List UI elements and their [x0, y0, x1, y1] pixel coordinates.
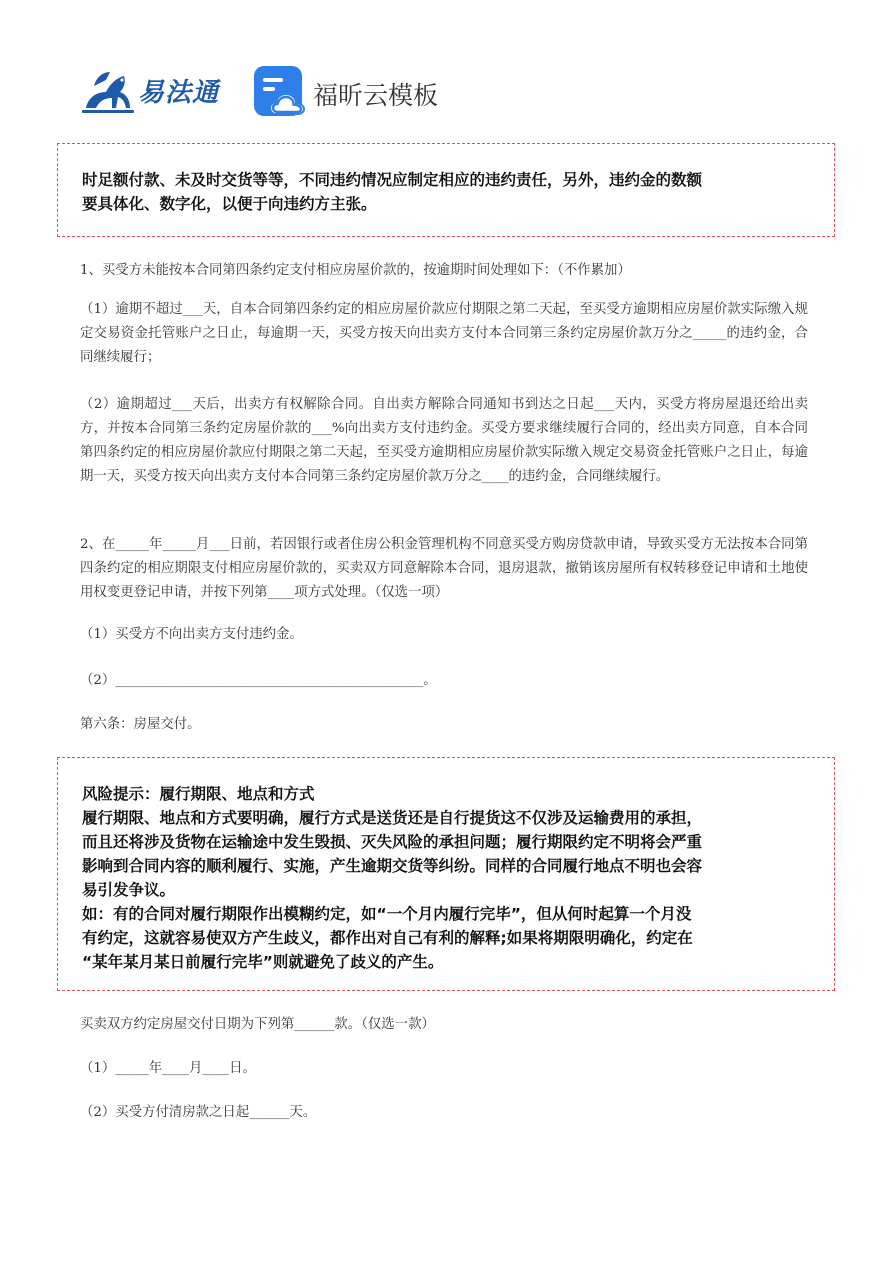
logo-foxit-template-text: 福昕云模板: [313, 81, 439, 110]
clause-2-item-2: （2）______________________________________________。: [80, 673, 437, 688]
risk-note-line: 风险提示：履行期限、地点和方式: [82, 785, 315, 803]
delivery-date-option-2: （2）买受方付清房款之日起______天。: [80, 1105, 317, 1120]
header: [80, 60, 780, 126]
risk-note-line: 时足额付款、未及时交货等等，不同违约情况应制定相应的违约责任，另外，违约金的数额: [82, 171, 703, 189]
risk-note-box-1: [57, 143, 835, 237]
risk-note-line: 影响到合同内容的顺利履行、实施，产生逾期交货等纠纷。同样的合同履行地点不明也会容: [82, 857, 703, 875]
delivery-date-intro: 买卖双方约定房屋交付日期为下列第______款。（仅选一款）: [80, 1017, 435, 1032]
risk-note-line: 而且还将涉及货物在运输途中发生毁损、灭失风险的承担问题；履行期限约定不明将会严重: [82, 833, 703, 851]
clause-2: 2、在_____年_____月___日前，若因银行或者住房公积金管理机构不同意买受方购房贷款申请，导致买受方无法按本合同第四条约定的相应期限支付相应房屋价款的，买卖双方同意解除本合同，退房退款，撤销该房屋所有权转移登记申请和土地使用权变更登记申请，并按下列第____项方式处理。（仅选一项）: [80, 537, 808, 600]
risk-note-line: 如：有的合同对履行期限作出模糊约定，如“一个月内履行完毕”，但从何时起算一个月没: [82, 905, 692, 923]
clause-2-item-1: （1）买受方不向出卖方支付违约金。: [80, 627, 303, 642]
risk-note-line: “某年某月某日前履行完毕”则就避免了歧义的产生。: [82, 953, 444, 971]
risk-note-box-2: [57, 757, 835, 991]
risk-note-line: 易引发争议。: [82, 881, 176, 899]
article-6-heading: 第六条：房屋交付。: [80, 717, 201, 732]
clause-1-item-1: （1）逾期不超过___天，自本合同第四条约定的相应房屋价款应付期限之第二天起，至买受方逾期相应房屋价款实际缴入规定交易资金托管账户之日止，每逾期一天，买受方按天向出卖方支付本合同第三条约定房屋价款万分之_____的违约金，合同继续履行；: [80, 302, 808, 365]
risk-note-line: 要具体化、数字化，以便于向违约方主张。: [82, 195, 377, 213]
foxit-cloud-logo-icon: [254, 66, 308, 120]
clause-1-intro: 1、买受方未能按本合同第四条约定支付相应房屋价款的，按逾期时间处理如下：（不作累加）: [80, 263, 631, 278]
risk-note-line: 履行期限、地点和方式要明确，履行方式是送货还是自行提货这不仅涉及运输费用的承担，: [82, 809, 703, 827]
clause-1-item-2: （2）逾期超过___天后，出卖方有权解除合同。自出卖方解除合同通知书到达之日起___天内，买受方将房屋退还给出卖方，并按本合同第三条约定房屋价款的___%向出卖方支付违约金。买受方要求继续履行合同的，经出卖方同意，自本合同第四条约定的相应房屋价款应付期限之第二天起，至买受方逾期相应房屋价款实际缴入规定交易资金托管账户之日止，每逾期一天，买受方按天向出卖方支付本合同第三条约定房屋价款万分之____的违约金，合同继续履行。: [80, 397, 808, 484]
logo-yifatong-text: 易法通: [138, 78, 220, 108]
risk-note-line: 有约定，这就容易使双方产生歧义，都作出对自己有利的解释;如果将期限明确化，约定在: [82, 929, 693, 947]
delivery-date-option-1: （1）_____年____月____日。: [80, 1061, 256, 1076]
